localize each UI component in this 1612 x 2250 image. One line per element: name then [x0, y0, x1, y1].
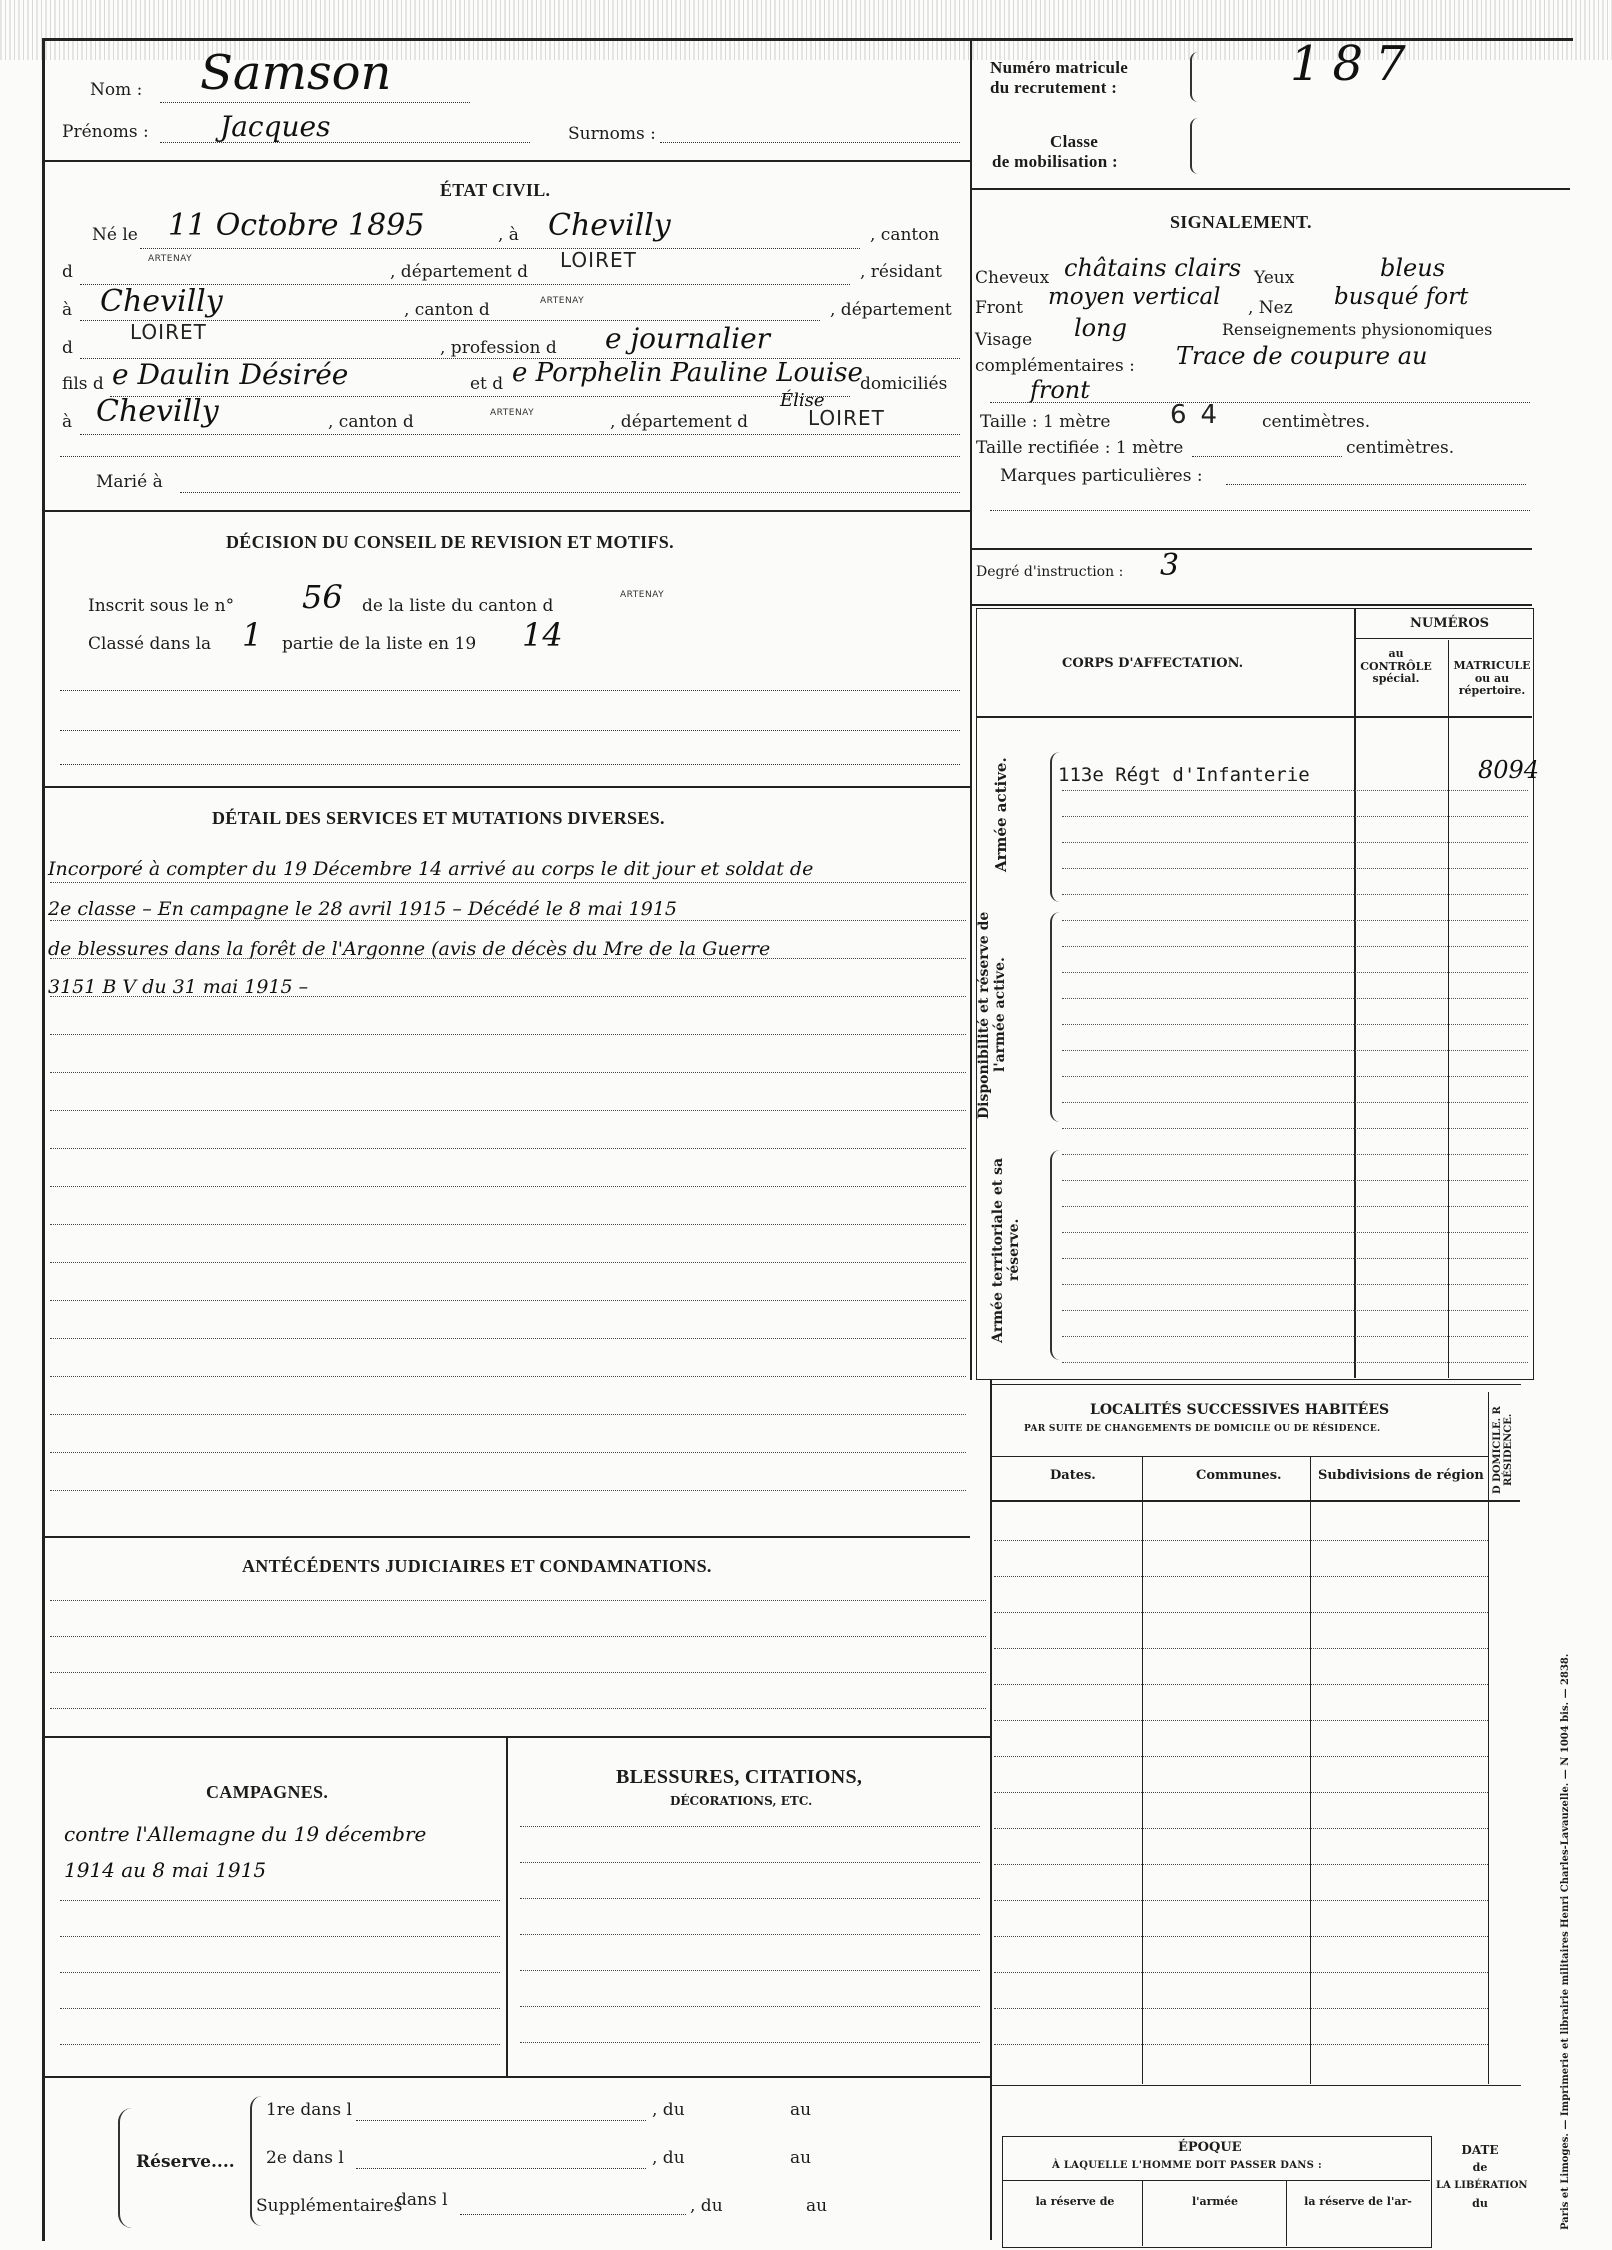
departement3-value: LOIRET: [808, 406, 885, 430]
rule-line: [520, 1898, 980, 1899]
rule-line: [50, 1300, 966, 1301]
services-line-2: 2e classe – En campagne le 28 avril 1915 – Décédé le 8 mai 1915: [48, 898, 678, 920]
regiment-value: 113e Régt d'Infanterie: [1058, 764, 1310, 786]
rule-line: [1062, 1336, 1528, 1337]
reserve-label: Réserve....: [136, 2152, 235, 2172]
rule-line: [50, 1034, 966, 1035]
printer-imprint: Paris et Limoges. — Imprimerie et librairie militaires Henri Charles-Lavauzelle. — N 1004 bis. — 2838.: [1560, 1653, 1571, 2230]
rule-line: [50, 958, 966, 959]
rule-line: [1062, 816, 1528, 817]
classe-label-1: Classe: [1050, 132, 1099, 151]
epoque-col-2: l'armée: [1191, 2195, 1239, 2208]
complementaires-value-2: front: [1030, 376, 1090, 404]
territoriale-brace: [1050, 1150, 1064, 1360]
visage-value: long: [1074, 314, 1127, 342]
rule-line: [1062, 1206, 1528, 1207]
partie-label: partie de la liste en 19: [282, 634, 477, 654]
prenoms-underline: [160, 142, 530, 143]
canton-value: ARTENAY: [148, 254, 193, 264]
matricule-label-2: du recrutement :: [990, 78, 1118, 97]
row-underline: [140, 248, 860, 249]
blessures-title: BLESSURES, CITATIONS,: [616, 1766, 863, 1788]
epoque-subtitle: À LAQUELLE L'HOMME DOIT PASSER DANS :: [1052, 2160, 1322, 2171]
reserve-brace: [118, 2108, 134, 2228]
renseignements-label: Renseignements physionomiques: [1222, 320, 1493, 339]
matricule-header: MATRICULE ou au répertoire.: [1453, 659, 1531, 698]
inscrit-value: 56: [302, 578, 343, 616]
nez-value: busqué fort: [1334, 284, 1469, 310]
reserve-au-3: au: [806, 2196, 828, 2216]
rule-line: [1062, 1362, 1528, 1363]
rule-line: [50, 1636, 986, 1637]
matricule-label-1: Numéro matricule: [990, 58, 1129, 77]
taille-rect-underline: [1192, 456, 1342, 457]
yeux-label: Yeux: [1254, 268, 1295, 288]
header-right-divider: [972, 188, 1570, 190]
rule-line: [1062, 946, 1528, 947]
classe-dans-value: 1: [242, 616, 263, 654]
date-de: de: [1472, 2161, 1488, 2174]
cheveux-value: châtains clairs: [1064, 254, 1242, 282]
rule-line: [1062, 790, 1528, 791]
rule-line: [994, 1972, 1488, 1973]
domicile-value: Chevilly: [96, 394, 219, 429]
affectation-col-divider: [1448, 640, 1449, 1378]
campagnes-divider: [506, 1738, 508, 2076]
row-underline: [60, 730, 960, 731]
reserve-row-3: Supplémentaires: [256, 2196, 403, 2216]
numeros-underline: [1356, 638, 1532, 639]
marques-label: Marques particulières :: [1000, 466, 1203, 486]
rule-line: [520, 1934, 980, 1935]
domicilies-label: domiciliés: [860, 374, 948, 394]
nez-label: , Nez: [1248, 298, 1293, 318]
instruction-label: Degré d'instruction :: [976, 564, 1124, 580]
date-title: DATE: [1461, 2143, 1499, 2157]
centimetres2-label: centimètres.: [1346, 438, 1455, 458]
departement2-value: LOIRET: [130, 320, 207, 344]
rule-line: [1062, 1024, 1528, 1025]
epoque-head-line: [1002, 2180, 1430, 2181]
residant-label: , résidant: [860, 262, 942, 282]
prenoms-label: Prénoms :: [62, 122, 149, 142]
a-label: , à: [498, 225, 519, 245]
departement-label: , département d: [390, 262, 529, 282]
rule-line: [994, 2008, 1488, 2009]
rule-line: [50, 1186, 966, 1187]
rule-line: [1062, 894, 1528, 895]
nom-underline: [160, 102, 470, 103]
section-divider: [44, 786, 970, 788]
armee-active-label: Armée active.: [992, 757, 1010, 873]
lieu-naissance: Chevilly: [548, 208, 671, 243]
rule-line: [50, 1338, 966, 1339]
rule-line: [994, 1540, 1488, 1541]
localites-col-divider: [1142, 1456, 1143, 2084]
rule-line: [1062, 1180, 1528, 1181]
taille-label: Taille : 1 mètre: [980, 412, 1111, 432]
rule-line: [1062, 1050, 1528, 1051]
marie-label: Marié à: [96, 472, 163, 492]
rule-line: [994, 1684, 1488, 1685]
pere-value: e Daulin Désirée: [112, 358, 349, 391]
rule-line: [50, 1452, 966, 1453]
nom-label: Nom :: [90, 80, 143, 100]
localites-col-divider: [1310, 1456, 1311, 2084]
col-domicile-residence: D DOMICILE. R RÉSIDENCE.: [1492, 1406, 1514, 1494]
marie-underline: [180, 492, 960, 493]
mere-value: e Porphelin Pauline Louise: [512, 358, 863, 388]
services-line-3: de blessures dans la forêt de l'Argonne (avis de décès du Mre de la Guerre: [48, 938, 771, 960]
departement3-label: , département d: [610, 412, 749, 432]
rule-line: [60, 2044, 500, 2045]
rule-line: [520, 2042, 980, 2043]
profession-label: , profession d: [440, 338, 557, 358]
rule-line: [994, 1936, 1488, 1937]
nom-value: Samson: [200, 45, 392, 101]
rule-line: [1062, 1102, 1528, 1103]
row-underline: [990, 402, 1530, 403]
date-liberation: LA LIBÉRATION: [1436, 2180, 1528, 2191]
epoque-col-1: la réserve de: [1035, 2195, 1115, 2208]
campagnes-line-1: contre l'Allemagne du 19 décembre: [64, 1822, 427, 1846]
rule-line: [50, 882, 966, 883]
territoriale-label: Armée territoriale et sa réserve.: [990, 1157, 1022, 1343]
reserve-underline: [356, 2168, 646, 2169]
rule-line: [994, 1828, 1488, 1829]
rule-line: [994, 1720, 1488, 1721]
section-divider: [44, 1736, 990, 1738]
departement-value: LOIRET: [560, 248, 637, 272]
centimetres-label: centimètres.: [1262, 412, 1371, 432]
rule-line: [994, 1792, 1488, 1793]
row-underline: [60, 456, 960, 457]
canton3-label: , canton d: [328, 412, 414, 432]
rule-line: [1062, 1284, 1528, 1285]
rule-line: [60, 1936, 500, 1937]
rule-line: [520, 1826, 980, 1827]
classe-dans-label: Classé dans la: [88, 634, 212, 654]
et-de-label: et d: [470, 374, 504, 394]
rule-line: [50, 1672, 986, 1673]
reserve-underline: [356, 2120, 646, 2121]
instruction-divider: [972, 604, 1532, 606]
date-du: du: [1472, 2197, 1488, 2210]
rule-line: [50, 1490, 966, 1491]
complementaires-label: complémentaires :: [975, 356, 1135, 376]
rule-line: [1062, 1232, 1528, 1233]
rule-line: [50, 1414, 966, 1415]
localites-head-line: [990, 1456, 1488, 1457]
reserve-au-1: au: [790, 2100, 812, 2120]
localites-title: LOCALITÉS SUCCESSIVES HABITÉES: [1090, 1402, 1390, 1418]
canton2-label: , canton d: [404, 300, 490, 320]
rule-line: [994, 1648, 1488, 1649]
signalement-title: SIGNALEMENT.: [1170, 212, 1312, 232]
rule-line: [1062, 1310, 1528, 1311]
localites-header-divider: [990, 1500, 1520, 1502]
instruction-value: 3: [1160, 548, 1180, 583]
signalement-divider: [972, 548, 1532, 550]
services-line-4: 3151 B V du 31 mai 1915 –: [48, 976, 309, 998]
affectation-matricule-value: 8094: [1478, 756, 1540, 784]
canton3-value: ARTENAY: [490, 408, 535, 418]
marques-underline: [1226, 484, 1526, 485]
row-underline: [110, 396, 850, 397]
classe-label-2: de mobilisation :: [992, 152, 1119, 171]
rule-line: [50, 1708, 986, 1709]
rule-line: [1062, 868, 1528, 869]
rule-line: [50, 1262, 966, 1263]
rule-line: [994, 2044, 1488, 2045]
campagnes-line-2: 1914 au 8 mai 1915: [64, 1858, 267, 1882]
row-underline: [60, 764, 960, 765]
rule-line: [1062, 920, 1528, 921]
rule-line: [1062, 1076, 1528, 1077]
antecedents-title: ANTÉCÉDENTS JUDICIAIRES ET CONDAMNATIONS.: [242, 1556, 712, 1576]
rule-line: [50, 1376, 966, 1377]
services-title: DÉTAIL DES SERVICES ET MUTATIONS DIVERSES.: [212, 808, 665, 828]
a3-label: à: [62, 412, 73, 432]
rule-line: [994, 1612, 1488, 1613]
front-value: moyen vertical: [1048, 284, 1221, 310]
ne-le-label: Né le: [92, 225, 138, 245]
reserve-row-3b: dans l: [396, 2190, 448, 2210]
epoque-col-divider: [1286, 2180, 1287, 2246]
fils-de-label: fils d: [62, 374, 104, 394]
reserve-au-2: au: [790, 2148, 812, 2168]
row-underline: [60, 690, 960, 691]
matricule-value: 187: [1290, 36, 1418, 92]
rule-line: [1062, 842, 1528, 843]
decision-title: DÉCISION DU CONSEIL DE REVISION ET MOTIFS.: [226, 532, 674, 552]
rule-line: [60, 1972, 500, 1973]
cheveux-label: Cheveux: [975, 268, 1050, 288]
rule-line: [994, 1756, 1488, 1757]
front-label: Front: [975, 298, 1023, 318]
canton2-value: ARTENAY: [540, 296, 585, 306]
campagnes-title: CAMPAGNES.: [206, 1782, 329, 1802]
corps-header: CORPS D'AFFECTATION.: [1062, 656, 1244, 671]
column-divider: [970, 40, 972, 1380]
d2-label: d: [62, 338, 73, 358]
surnoms-underline: [660, 142, 960, 143]
matricule-brace: [1190, 52, 1206, 102]
numeros-header: NUMÉROS: [1410, 616, 1490, 631]
rule-line: [994, 1900, 1488, 1901]
header-divider: [44, 160, 970, 162]
reserve-du-2: , du: [652, 2148, 685, 2168]
ne-le-value: 11 Octobre 1895: [168, 208, 425, 243]
yeux-value: bleus: [1380, 254, 1446, 282]
localites-col-divider: [1488, 1392, 1489, 2084]
rule-line: [520, 1862, 980, 1863]
reserve-underline: [460, 2214, 686, 2215]
rule-line: [994, 1864, 1488, 1865]
controle-header: au CONTRÔLE spécial.: [1360, 647, 1432, 686]
rule-line: [60, 2008, 500, 2009]
section-divider: [44, 510, 970, 512]
reserve-du-3: , du: [690, 2196, 723, 2216]
rule-line: [50, 1072, 966, 1073]
row-underline: [80, 434, 960, 435]
mere-value-2: Élise: [780, 390, 825, 411]
residence-value: Chevilly: [100, 284, 223, 319]
epoque-title: ÉPOQUE: [1178, 2140, 1242, 2155]
marques-underline: [990, 510, 1530, 511]
reserve-row-2: 2e dans l: [266, 2148, 344, 2168]
rule-line: [50, 1110, 966, 1111]
rule-line: [50, 1600, 986, 1601]
rule-line: [1062, 972, 1528, 973]
rule-line: [1062, 1258, 1528, 1259]
reserve-du-1: , du: [652, 2100, 685, 2120]
epoque-col-divider: [1142, 2180, 1143, 2246]
section-divider: [44, 2076, 990, 2078]
rule-line: [994, 1576, 1488, 1577]
rule-line: [1062, 1128, 1528, 1129]
complementaires-value: Trace de coupure au: [1176, 342, 1428, 370]
d-label: d: [62, 262, 73, 282]
inscrit-label: Inscrit sous le n°: [88, 596, 235, 616]
blessures-subtitle: DÉCORATIONS, ETC.: [670, 1794, 813, 1808]
localites-subtitle: PAR SUITE DE CHANGEMENTS DE DOMICILE OU DE RÉSIDENCE.: [1024, 1424, 1381, 1434]
section-divider: [44, 1536, 970, 1538]
prenoms-value: Jacques: [220, 110, 331, 143]
annee-value: 14: [522, 616, 563, 654]
rule-line: [520, 2006, 980, 2007]
surnoms-label: Surnoms :: [568, 124, 656, 144]
rule-line: [50, 1148, 966, 1149]
liste-label: de la liste du canton d: [362, 596, 554, 616]
col-communes: Communes.: [1196, 1468, 1282, 1483]
liste-value: ARTENAY: [620, 590, 665, 600]
services-line-1: Incorporé à compter du 19 Décembre 14 arrivé au corps le dit jour et soldat de: [48, 858, 814, 880]
col-subdivisions: Subdivisions de région: [1318, 1468, 1484, 1483]
taille-rect-label: Taille rectifiée : 1 mètre: [976, 438, 1184, 458]
rule-line: [50, 1224, 966, 1225]
rule-line: [1062, 1154, 1528, 1155]
taille-value: 64: [1170, 400, 1232, 430]
rule-line: [520, 1970, 980, 1971]
disponibilite-brace: [1050, 912, 1064, 1122]
rule-line: [50, 920, 966, 921]
rule-line: [1062, 998, 1528, 999]
rule-line: [60, 1900, 500, 1901]
affectation-col-divider: [1354, 608, 1356, 1378]
profession-value: e journalier: [605, 322, 771, 355]
canton-label: , canton: [870, 225, 940, 245]
rule-line: [50, 996, 966, 997]
a2-label: à: [62, 300, 73, 320]
departement2-label: , département: [830, 300, 952, 320]
etat-civil-title: ÉTAT CIVIL.: [440, 180, 551, 200]
col-dates: Dates.: [1050, 1468, 1096, 1483]
classe-brace: [1190, 118, 1206, 174]
disponibilite-label: Disponibilité et réserve de l'armée active.: [976, 911, 1008, 1119]
reserve-row-1: 1re dans l: [266, 2100, 352, 2120]
visage-label: Visage: [975, 330, 1033, 350]
epoque-col-3: la réserve de l'ar-: [1304, 2195, 1412, 2208]
localites-table: [990, 1384, 1521, 2086]
